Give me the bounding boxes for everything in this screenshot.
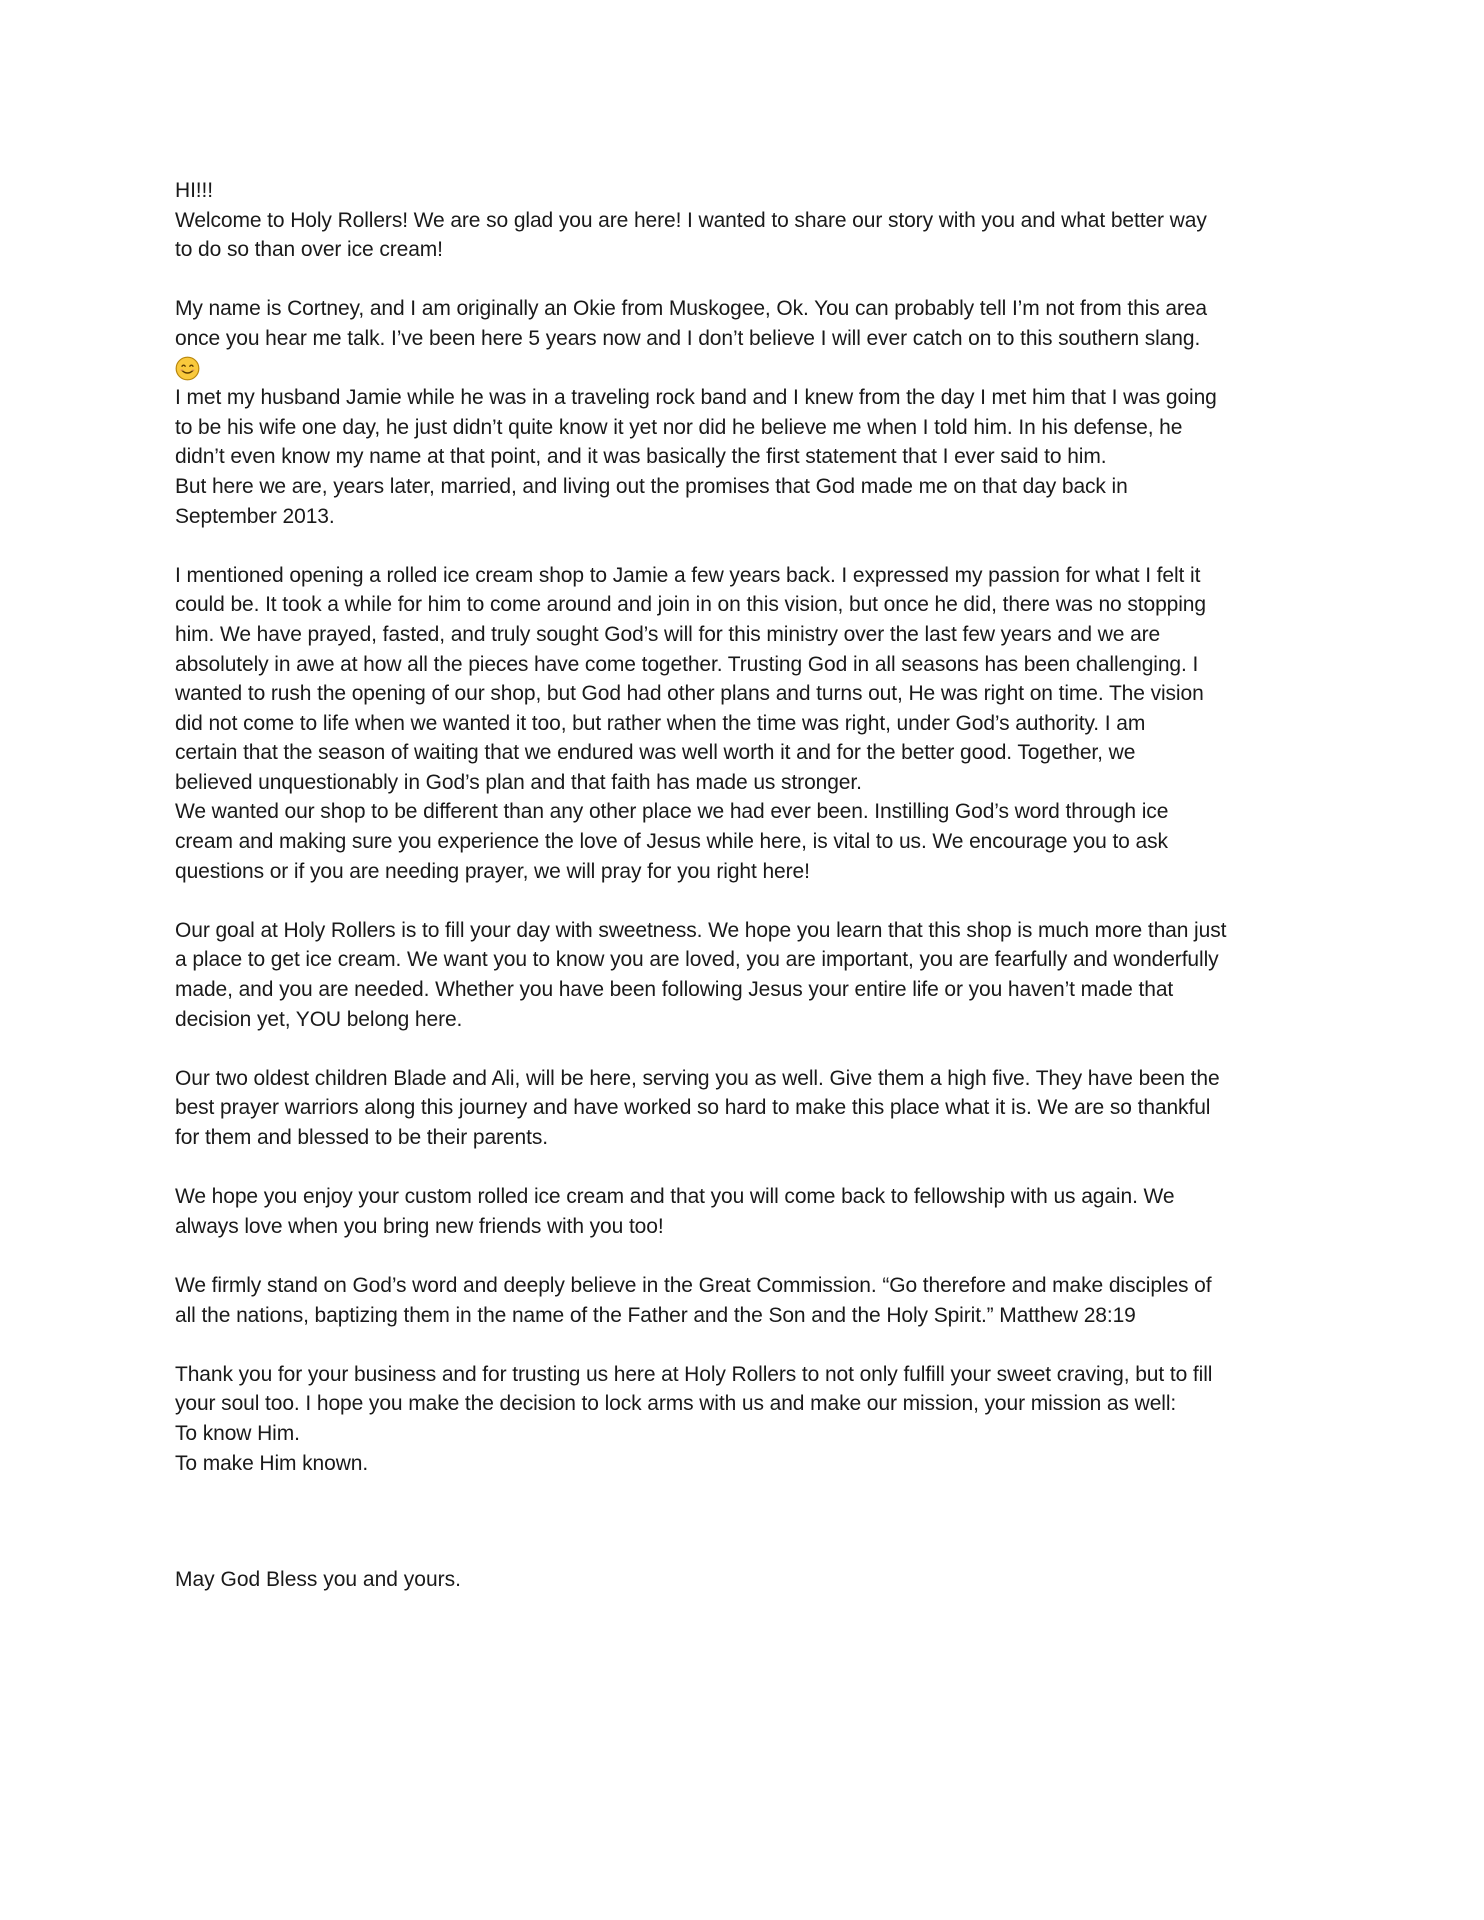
- paragraph-spacer: [175, 1330, 1315, 1360]
- paragraph-spacer: [175, 1153, 1315, 1183]
- paragraph-spacer: [175, 531, 1315, 561]
- goal-line: Our goal at Holy Rollers is to fill your day with sweetness. We hope you learn that this shop is much more than just: [175, 918, 1227, 942]
- enjoy-paragraph: [175, 1182, 1315, 1241]
- intro-paragraph: [175, 206, 1315, 265]
- husband-line: September 2013.: [175, 504, 335, 528]
- mission-line: To know Him.: [175, 1421, 300, 1445]
- goal-line: a place to get ice cream. We want you to know you are loved, you are important, you are fearfully and wonderfully: [175, 948, 1219, 972]
- thanks-line: Thank you for your business and for trusting us here at Holy Rollers to not only fulfill your sweet craving, but to fill: [175, 1362, 1213, 1386]
- intro-line: to do so than over ice cream!: [175, 238, 443, 262]
- children-paragraph: [175, 1064, 1315, 1153]
- about-me-line: My name is Cortney, and I am originally an Okie from Muskogee, Ok. You can probably tell I’m not from this area: [175, 297, 1207, 321]
- thanks-line: your soul too. I hope you make the decision to lock arms with us and make our mission, your mission as well:: [175, 1392, 1177, 1416]
- vision-line: did not come to life when we wanted it too, but rather when the time was right, under God’s authority. I am: [175, 711, 1146, 735]
- paragraph-spacer: [175, 1241, 1315, 1271]
- vision-line: questions or if you are needing prayer, we will pray for you right here!: [175, 859, 810, 883]
- vision-line: absolutely in awe at how all the pieces have come together. Trusting God in all seasons has been challenging. I: [175, 652, 1199, 676]
- smiling-face-icon: [175, 356, 200, 381]
- husband-line: But here we are, years later, married, and living out the promises that God made me on that day back in: [175, 474, 1128, 498]
- mission-line: To make Him known.: [175, 1451, 369, 1475]
- about-me-paragraph: [175, 294, 1315, 383]
- about-me-line: once you hear me talk. I’ve been here 5 years now and I don’t believe I will ever catch on to this southern slang.: [175, 326, 1201, 350]
- enjoy-line: always love when you bring new friends with you too!: [175, 1214, 664, 1238]
- husband-paragraph: [175, 383, 1315, 531]
- vision-line: cream and making sure you experience the love of Jesus while here, is vital to us. We encourage you to ask: [175, 830, 1168, 854]
- vision-line: believed unquestionably in God’s plan and that faith has made us stronger.: [175, 770, 862, 794]
- commission-line: We firmly stand on God’s word and deeply believe in the Great Commission. “Go therefore and make disciples of: [175, 1273, 1212, 1297]
- intro-line: Welcome to Holy Rollers! We are so glad you are here! I wanted to share our story with you and what better way: [175, 208, 1207, 232]
- children-line: best prayer warriors along this journey and have worked so hard to make this place what it is. We are so thankful: [175, 1096, 1211, 1120]
- children-line: Our two oldest children Blade and Ali, will be here, serving you as well. Give them a high five. They have been the: [175, 1066, 1220, 1090]
- vision-line: I mentioned opening a rolled ice cream shop to Jamie a few years back. I expressed my passion for what I felt it: [175, 563, 1201, 587]
- goal-paragraph: [175, 916, 1315, 1034]
- children-line: for them and blessed to be their parents.: [175, 1126, 548, 1149]
- greeting: HI!!!: [175, 179, 214, 202]
- paragraph-spacer: [175, 1034, 1315, 1064]
- goal-line: made, and you are needed. Whether you have been following Jesus your entire life or you haven’t made that: [175, 978, 1174, 1002]
- commission-line: all the nations, baptizing them in the name of the Father and the Son and the Holy Spirit.” Matthew 28:19: [175, 1303, 1136, 1327]
- thanks-paragraph: [175, 1360, 1315, 1478]
- husband-line: didn’t even know my name at that point, and it was basically the first statement that I ever said to him.: [175, 445, 1107, 469]
- letter-body: [175, 176, 1315, 1478]
- vision-paragraph: [175, 561, 1315, 887]
- vision-line: could be. It took a while for him to come around and join in on this vision, but once he did, there was no stopping: [175, 593, 1206, 617]
- vision-line: wanted to rush the opening of our shop, but God had other plans and turns out, He was right on time. The vision: [175, 682, 1204, 706]
- vision-line: We wanted our shop to be different than any other place we had ever been. Instilling God’s word through ice: [175, 800, 1169, 824]
- husband-line: I met my husband Jamie while he was in a traveling rock band and I knew from the day I met him that I was going: [175, 386, 1217, 410]
- closing-signoff: May God Bless you and yours.: [175, 1568, 461, 1591]
- enjoy-line: We hope you enjoy your custom rolled ice cream and that you will come back to fellowship with us again. We: [175, 1185, 1175, 1209]
- emoji-line: [175, 354, 1315, 384]
- husband-line: to be his wife one day, he just didn’t quite know it yet nor did he believe me when I told him. In his defense, he: [175, 415, 1183, 439]
- goal-line: decision yet, YOU belong here.: [175, 1007, 463, 1031]
- paragraph-spacer: [175, 265, 1315, 295]
- vision-line: certain that the season of waiting that we endured was well worth it and for the better good. Together, we: [175, 741, 1136, 765]
- commission-paragraph: [175, 1271, 1315, 1330]
- vision-line: him. We have prayed, fasted, and truly sought God’s will for this ministry over the last few years and we are: [175, 622, 1161, 646]
- paragraph-spacer: [175, 886, 1315, 916]
